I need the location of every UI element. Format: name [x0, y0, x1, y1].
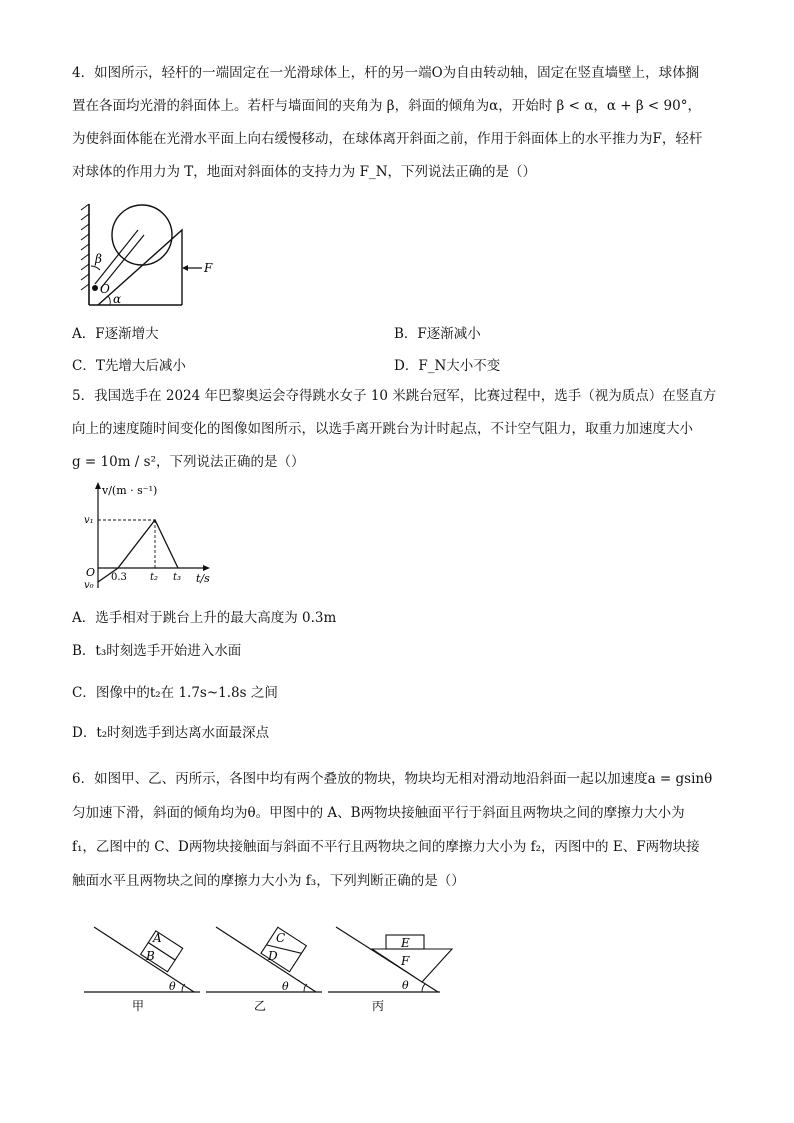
q4-option-b: B．F逐渐减小 — [394, 326, 481, 342]
q6-line-2: 匀加速下滑，斜面的倾角均为θ。甲图中的 A、B两物块接触面平行于斜面且两物块之间的摩擦力大小为 — [72, 805, 685, 821]
bing-block-e: E — [401, 936, 410, 950]
q6-line-1: 6．如图甲、乙、丙所示，各图中均有两个叠放的物块，物块均无相对滑动地沿斜面一起以加速度a = gsinθ — [72, 771, 713, 787]
q4-line-4: 对球体的作用力为 T，地面对斜面体的支持力为 F_N，下列说法正确的是（） — [72, 164, 537, 180]
q4-line-2: 置在各面均光滑的斜面体上。若杆与墙面间的夹角为 β，斜面的倾角为α，开始时 β < α，α + β < 90°， — [72, 98, 701, 114]
q4-label-alpha: α — [113, 292, 122, 306]
q4-line-1: 4．如图所示，轻杆的一端固定在一光滑球体上，杆的另一端O为自由转动轴，固定在竖直墙壁上，球体搁 — [72, 65, 700, 81]
q6-figure-yi — [204, 922, 324, 1017]
x-axis-label: t/s — [196, 572, 210, 585]
question-6-text — [72, 762, 732, 898]
yi-caption: 乙 — [254, 999, 267, 1013]
q5-line-1: 5．我国选手在 2024 年巴黎奥运会夺得跳水女子 10 米跳台冠军，比赛过程中，选手（视为质点）在竖直方 — [72, 388, 717, 404]
q5-option-d: D．t₂时刻选手到达离水面最深点 — [72, 725, 270, 741]
q5-option-a: A．选手相对于跳台上升的最大高度为 0.3m — [72, 610, 337, 626]
yi-angle: θ — [282, 980, 289, 993]
jia-caption: 甲 — [132, 999, 145, 1013]
q4-label-beta: β — [95, 252, 102, 266]
jia-block-a: A — [153, 931, 162, 945]
q6-figure-bing — [328, 922, 458, 1017]
bing-block-f: F — [401, 954, 410, 968]
q5-line-3: g = 10m / s²，下列说法正确的是（） — [72, 454, 305, 470]
question-4-text — [72, 57, 732, 189]
q4-option-a: A．F逐渐增大 — [72, 326, 159, 342]
y-axis-label: v/(m · s⁻¹) — [102, 484, 158, 497]
bing-angle: θ — [402, 979, 409, 992]
x-tick-0.3: 0.3 — [111, 572, 127, 583]
question-5-text — [72, 380, 732, 479]
jia-block-b: B — [146, 949, 155, 963]
vt-series-line — [98, 520, 178, 582]
q5-line-2: 向上的速度随时间变化的图像如图所示，以选手离开跳台为计时起点，不计空气阻力，取重力加速度大小 — [72, 421, 693, 437]
q4-option-c: C．T先增大后减小 — [72, 358, 186, 374]
q6-line-4: 触面水平且两物块之间的摩擦力大小为 f₃，下列判断正确的是（） — [72, 873, 465, 889]
x-tick-t3: t₃ — [173, 572, 182, 583]
q4-label-O: O — [100, 282, 110, 296]
yi-block-c: C — [276, 931, 286, 945]
q4-line-3: 为使斜面体能在光滑水平面上向右缓慢移动，在球体离开斜面之前，作用于斜面体上的水平推力为F，轻杆 — [72, 131, 703, 147]
q6-figure-jia — [80, 922, 200, 1017]
q4-label-F: F — [204, 261, 213, 275]
x-tick-t2: t₂ — [150, 572, 159, 583]
bing-caption: 丙 — [372, 999, 385, 1013]
y-tick-v1: v₁ — [84, 515, 94, 526]
q4-option-d: D．F_N大小不变 — [394, 358, 501, 374]
q4-figure — [78, 200, 228, 310]
q5-vt-graph — [80, 478, 220, 598]
jia-angle: θ — [169, 980, 176, 993]
y-tick-v0: v₀ — [84, 580, 94, 591]
origin-label: O — [86, 566, 96, 579]
q5-option-b: B．t₃时刻选手开始进入水面 — [72, 643, 242, 659]
q6-line-3: f₁，乙图中的 C、D两物块接触面与斜面不平行且两物块之间的摩擦力大小为 f₂，丙图中的 E、F两物块接 — [72, 839, 700, 855]
q5-option-c: C．图像中的t₂在 1.7s~1.8s 之间 — [72, 685, 278, 701]
yi-block-d: D — [268, 949, 278, 963]
